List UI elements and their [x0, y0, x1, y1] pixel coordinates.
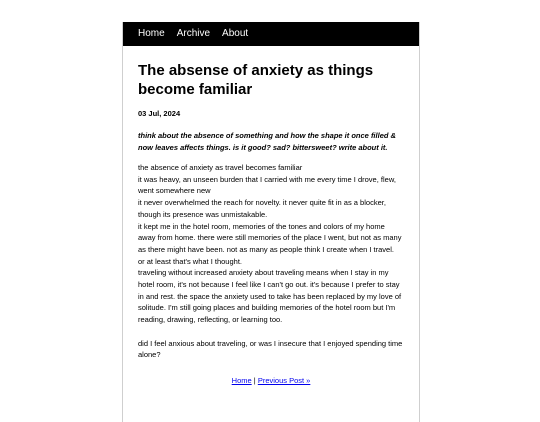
- post-content: [123, 61, 419, 385]
- body-line: the absence of anxiety as travel becomes familiar: [138, 163, 303, 172]
- footer-separator: |: [253, 375, 256, 385]
- nav-about-link[interactable]: About: [222, 28, 249, 39]
- post-body: [138, 162, 404, 361]
- body-line: it was heavy, an unseen burden that I carried with me every time I drove, flew, went somewhere new: [138, 174, 396, 196]
- post-title: The absense of anxiety as things become familiar: [138, 62, 374, 98]
- nav-archive-link[interactable]: Archive: [176, 28, 211, 39]
- body-line: did I feel anxious about traveling, or was I insecure that I enjoyed spending time alone?: [138, 338, 403, 360]
- footer-home-link[interactable]: Home: [231, 375, 252, 385]
- body-line: it never overwhelmed the reach for novelty. it never quite fit in as a blocker, though its presence was unmistakable.: [138, 198, 386, 219]
- body-line: it kept me in the hotel room, memories of the tones and colors of my home away from home. there were still memories of the place I went, but not as many as there might have been. not as many as people think I create when I travel.: [138, 221, 402, 254]
- previous-post-link[interactable]: Previous Post »: [257, 375, 311, 385]
- post-prompt: think about the absence of something and how the shape it once filled & now leaves affects things. is it good? sad? bittersweet? write about it.: [138, 131, 396, 152]
- post-footer-nav: [138, 376, 404, 385]
- top-navbar: [123, 22, 419, 46]
- body-line: or at least that's what I thought.: [138, 256, 242, 266]
- post-date: 03 Jul, 2024: [138, 109, 181, 118]
- nav-home-link[interactable]: Home: [138, 28, 165, 39]
- page-container: [122, 22, 420, 422]
- body-line: traveling without increased anxiety about traveling means when I stay in my hotel room, it's not because I feel like I can't go out. it's because I prefer to stay in and rest. the space the anxiety used to take has been replaced by my love of solitude. I'm still going places and building memories of the hotel room but I'm reading, drawing, reflecting, or learning too.: [138, 268, 402, 325]
